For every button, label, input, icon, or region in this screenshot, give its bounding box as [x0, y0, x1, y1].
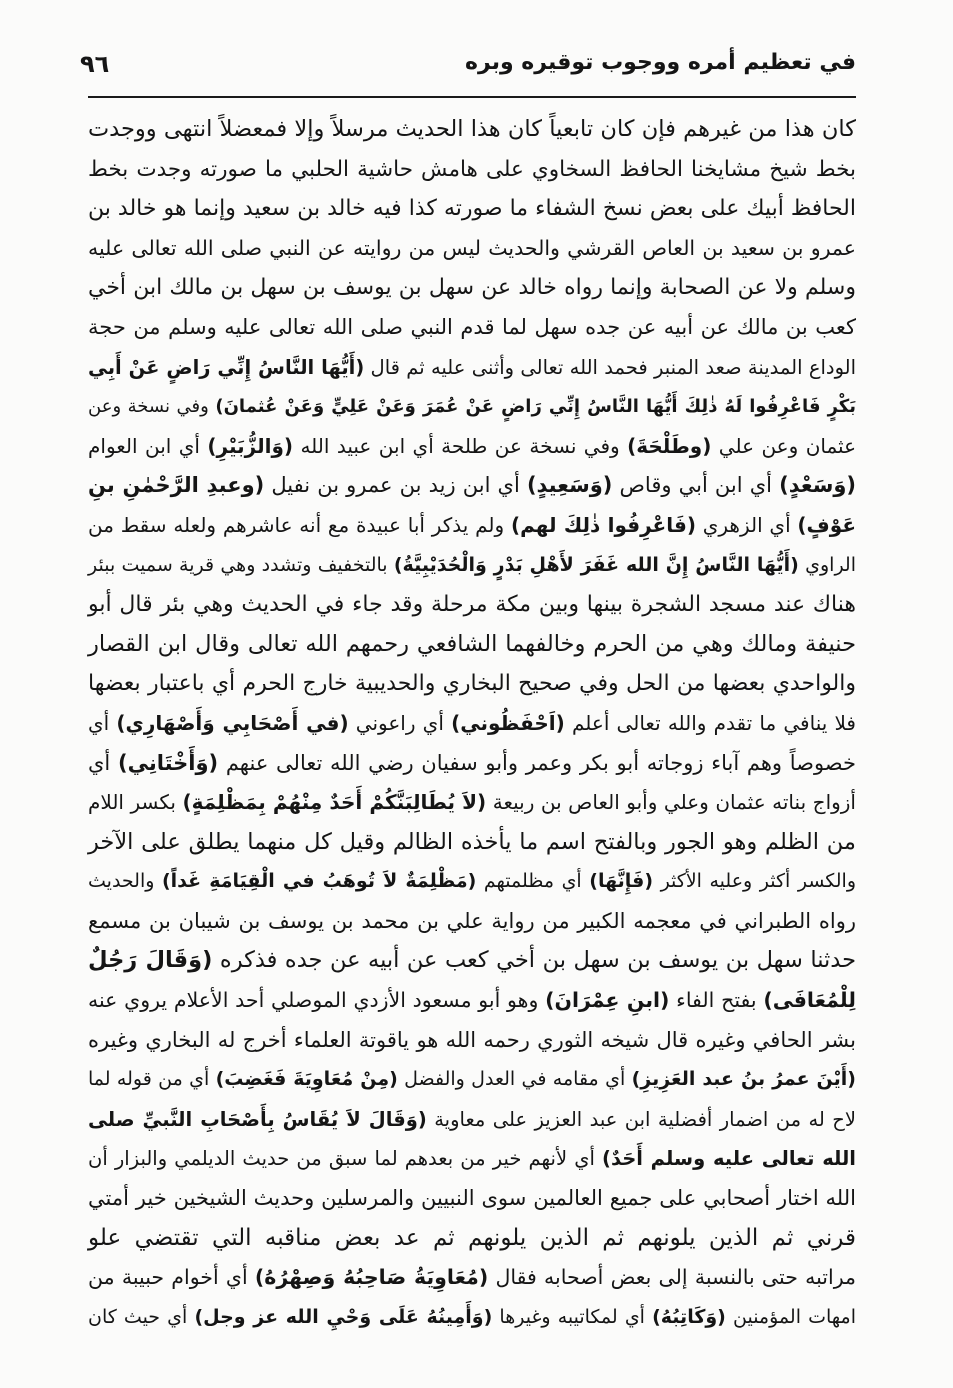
text-line: [88, 862, 856, 902]
commentary-text: أي لأنهم خير من بعدهم لما سبق من حديث الديلمي والبزار أن: [88, 1147, 603, 1171]
commentary-text: أي: [88, 710, 117, 735]
text-line: [88, 981, 856, 1021]
text-line: [88, 229, 856, 269]
text-line: [88, 744, 856, 784]
commentary-text: أي مقامه في العدل والفضل: [397, 1068, 632, 1091]
text-line: [88, 1139, 856, 1179]
commentary-text: بفتح الفاء: [669, 988, 764, 1013]
commentary-text: أي حيث كان: [88, 1305, 195, 1328]
text-line: [88, 1060, 856, 1100]
quoted-text: (لاَ يُطَالِبَنَّكُمْ أَحَدٌ مِنْهُمْ بِمَظْلِمَةٍ): [182, 790, 487, 815]
commentary-text: عثمان وعن علي: [711, 433, 857, 458]
text-line: [88, 664, 856, 704]
quoted-text: (أَيْنَ عمرُ بنُ عبد العَزِيزِ): [631, 1068, 856, 1091]
commentary-text: لاح له من اضمار أفضلية ابن عبد العزيز على معاوية: [426, 1107, 856, 1131]
commentary-text: امهات المؤمنين: [725, 1305, 856, 1328]
text-line: [88, 902, 856, 942]
text-body: [88, 110, 856, 1337]
text-line: [88, 268, 856, 308]
quoted-text: (وعبدِ الرَّحْمٰنِ بنِ: [88, 473, 265, 498]
text-line: [88, 1298, 856, 1338]
quoted-text: (فَاعْرِفُوا ذٰلِكَ لهم): [510, 512, 696, 537]
quoted-text: (وَسَعِيدٍ): [526, 473, 613, 498]
commentary-text: والكسر أكثر وعليه الأكثر: [653, 870, 856, 893]
text-line: [88, 387, 856, 427]
text-line: [88, 1021, 856, 1061]
commentary-text: والحديث: [88, 870, 162, 893]
quoted-text: (وَقَالَ رَجُلٌ: [88, 947, 213, 974]
commentary-text: والواحدي بعضها من الحل وفي صحيح البخاري والحديبية خارج الحرم أي باعتبار بعضها: [88, 671, 856, 697]
commentary-text: ولم يذكر أبا عبيدة مع أنه عاشرهم ولعله سقط من: [88, 512, 511, 537]
quoted-text: (وَسَعْدٍ): [779, 473, 856, 498]
text-line: [88, 427, 856, 467]
commentary-text: من الظلم وهو الجور وبالفتح اسم ما يأخذه الظالم وقيل كل منهما يطلق على الآخر: [88, 828, 856, 855]
commentary-text: أي من قوله لما: [88, 1068, 216, 1091]
commentary-text: أي ابن العوام: [88, 433, 208, 458]
commentary-text: أي: [88, 750, 118, 775]
quoted-text: (أَيُّهَا النَّاسُ إِنِّي رَاضٍ عَنْ أَبِي: [88, 355, 365, 379]
commentary-text: أي ابن أبي وقاص: [612, 473, 780, 498]
commentary-text: أي أخوام حبيبة من: [88, 1265, 255, 1290]
page-header: [80, 44, 856, 88]
commentary-text: الله اختار أصحابي على جميع العالمين سوى النبيين والمرسلين وحديث الشيخين خير أمتي: [88, 1186, 856, 1211]
commentary-text: أي ابن زيد بن عمرو بن نفيل: [264, 473, 527, 498]
quoted-text: (وطَلْحَةَ): [627, 433, 712, 458]
quoted-text: (مَظْلِمَةٌ لاَ تُوهَبُ في الْقِيَامَةِ غَداً): [161, 870, 477, 893]
quoted-text: بَكْرٍ فَاعْرِفُوا لَهُ ذٰلِكَ أَيُّهَا النَّاسُ إِنِّي رَاضٍ عَنْ عُمَرَ وَعَنْ عَلِيٍّ وَعَنْ عُثمانَ): [215, 396, 857, 418]
commentary-text: هناك عند مسجد الشجرة بينها وبين مكة مرحلة وقد جاء في الحديث وهي بئر قال أبو: [88, 592, 856, 618]
text-line: [88, 585, 856, 625]
commentary-text: أي راعوني: [348, 710, 452, 735]
running-title: في تعظيم أمره ووجوب توقيره وبره: [465, 50, 856, 75]
commentary-text: الوداع المدينة صعد المنبر فحمد الله تعالى وأثنى عليه ثم قال: [364, 355, 857, 379]
text-line: [88, 150, 856, 190]
text-line: [88, 1258, 856, 1298]
commentary-text: وفي نسخة وعن: [88, 396, 216, 418]
commentary-text: كعب بن مالك عن أبيه عن جده سهل لما قدم النبي صلى الله تعالى عليه وسلم من حجة: [88, 314, 856, 339]
commentary-text: وهو أبو مسعود الأزدي الموصلي أحد الأعلام يروي عنه: [88, 988, 546, 1013]
text-line: [88, 546, 856, 586]
quoted-text: (وَأَخْتَانِي): [117, 750, 219, 775]
text-line: [88, 783, 856, 823]
text-line: [88, 941, 856, 981]
quoted-text: عَوْفٍ): [797, 512, 856, 537]
commentary-text: فلا ينافي ما تقدم والله تعالى أعلم: [564, 710, 856, 735]
text-line: [88, 466, 856, 506]
quoted-text: (وَكَاتِبُهُ): [652, 1305, 726, 1328]
commentary-text: بشر الحافي وغيره قال شيخه الثوري رحمه الله هو ياقوتة العلماء أخرج له البخاري وغيره: [88, 1027, 856, 1052]
commentary-text: أي لمكاتيبه وغيرها: [492, 1305, 653, 1328]
quoted-text: (أَيُّهَا النَّاسُ إِنَّ الله غَفَرَ لأَهْلِ بَدْرٍ وَالْحُدَيْبِيَّةُ): [393, 553, 799, 576]
commentary-text: بالتخفيف وتشدد وهي قرية سميت ببئر: [88, 553, 394, 576]
quoted-text: (مِنْ مُعَاوِيَةَ فَغَضِبَ): [215, 1068, 398, 1091]
text-line: [88, 823, 856, 863]
commentary-text: أزواج بناته عثمان وعلي وأبو العاص بن ربيعة: [486, 790, 856, 815]
text-line: [88, 189, 856, 229]
commentary-text: رواه الطبراني في معجمه الكبير من رواية علي بن محمد بن يوسف بن شيبان بن مسمع: [88, 908, 856, 933]
text-line: [88, 506, 856, 546]
commentary-text: وفي نسخة عن طلحة أي ابن عبيد الله: [293, 433, 628, 458]
quoted-text: (وَأَمِينُهُ عَلَى وَحْيِ الله عز وجل): [194, 1305, 493, 1328]
text-line: [88, 348, 856, 388]
quoted-text: (مُعَاوِيَةُ صَاحِبُهُ وَصِهْرُهُ): [254, 1265, 489, 1290]
header-rule: [88, 96, 856, 98]
text-line: [88, 625, 856, 665]
quoted-text: (وَقَالَ لاَ يُقَاسُ بِأَصْحَابِ النَّبيِّ صلى: [88, 1107, 427, 1131]
quoted-text: (وَالزُّبَيْرِ): [207, 433, 294, 458]
text-line: [88, 704, 856, 744]
quoted-text: (ابنِ عِمْرَانَ): [545, 988, 670, 1013]
commentary-text: كان هذا من غيرهم فإن كان تابعياً كان هذا الحديث مرسلاً وإلا فمعضلاً انتهى ووجدت: [88, 116, 856, 142]
quoted-text: (اَحْفَظُوني): [451, 710, 565, 735]
commentary-text: حدثنا سهل بن يوسف بن سهل بن أخي كعب عن أبيه عن جده فذكره: [212, 947, 856, 974]
commentary-text: قرني ثم الذين يلونهم ثم الذين يلونهم ثم عد بعض مناقبه التي تقتضي علو: [88, 1224, 856, 1251]
commentary-text: مراتبه حتى بالنسبة إلى بعض أصحابه فقال: [488, 1265, 856, 1290]
text-line: [88, 110, 856, 150]
page-number: ٩٦: [80, 50, 110, 78]
commentary-text: أي الزهري: [695, 512, 798, 537]
commentary-text: حنيفة ومالك وهي من الحرم وخالفهما الشافعي رحمهم الله تعالى وقال ابن القصار: [88, 630, 856, 657]
commentary-text: بكسر اللام: [88, 790, 183, 815]
quoted-text: (فَإِنَّهَا): [589, 870, 654, 893]
text-line: [88, 1100, 856, 1140]
text-line: [88, 1219, 856, 1259]
commentary-text: الحافظ أبيك على بعض نسخ الشفاء ما صورته كذا فيه خالد بن سعيد وإنما هو خالد بن: [88, 196, 856, 222]
text-line: [88, 308, 856, 348]
commentary-text: الراوي: [798, 553, 856, 576]
quoted-text: الله تعالى عليه وسلم أَحَدٌ): [602, 1147, 856, 1171]
commentary-text: وسلم ولا عن الصحابة وإنما رواه خالد عن سهل بن يوسف بن سهل بن مالك ابن أخي: [88, 275, 856, 301]
quoted-text: لِلْمُعَافَى): [763, 988, 856, 1013]
commentary-text: عمرو بن سعيد بن العاص القرشي والحديث ليس من روايته عن النبي صلى الله تعالى عليه: [88, 235, 856, 260]
commentary-text: بخط شيخ مشايخنا الحافظ السخاوي على هامش حاشية الحلبي ما صورته وجدت بخط: [88, 156, 856, 182]
commentary-text: خصوصاً وهم آباء زوجاته أبو بكر وعمر وأبو سفيان رضي الله تعالى عنهم: [218, 750, 856, 775]
commentary-text: أي مظلمتهم: [476, 870, 590, 893]
text-line: [88, 1179, 856, 1219]
quoted-text: (في أَصْحَابِي وَأَصْهَارِي): [116, 710, 349, 735]
